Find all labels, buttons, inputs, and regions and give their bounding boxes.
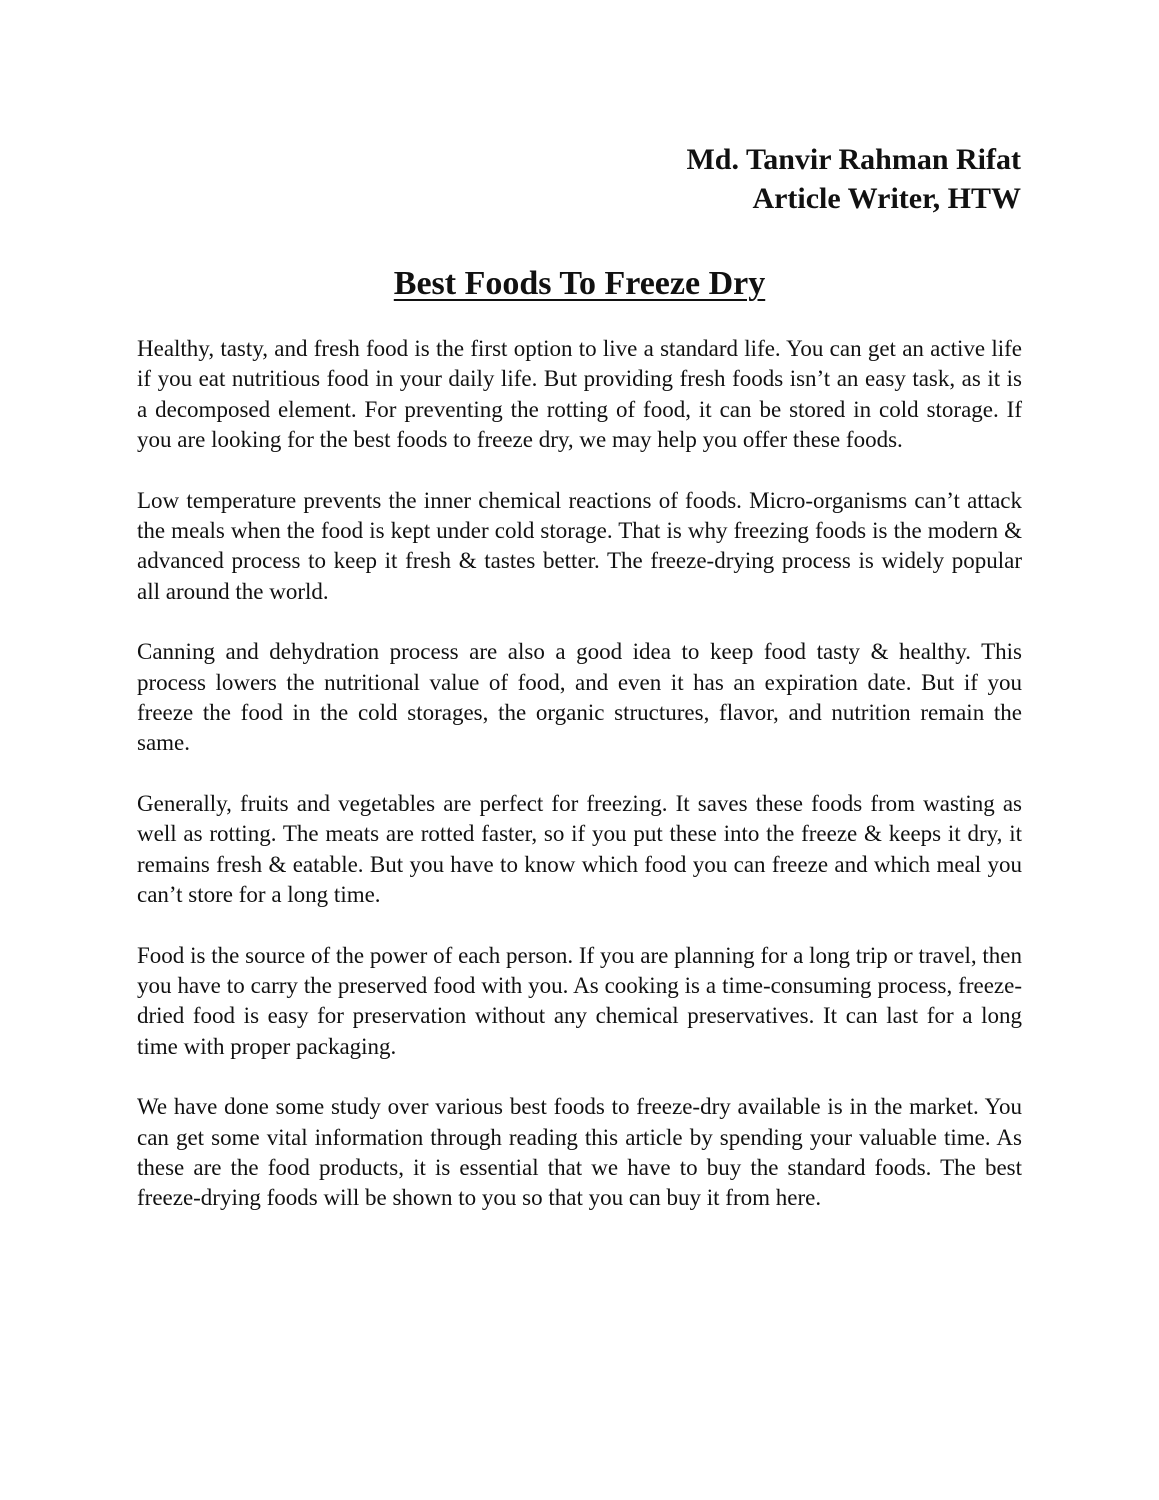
paragraph: Food is the source of the power of each person. If you are planning for a long trip or travel, then you have to carry the preserved food with you. As cooking is a time-consuming process, freeze-dried food is easy for preservation without any chemical preservatives. It can last for a long time with proper packaging.	[137, 942, 1022, 1059]
author-name: Md. Tanvir Rahman Rifat	[686, 143, 1021, 176]
author-role: Article Writer, HTW	[752, 182, 1021, 215]
paragraph: Low temperature prevents the inner chemical reactions of foods. Micro-organisms can’t attack the meals when the food is kept under cold storage. That is why freezing foods is the modern & advanced process to keep it fresh & tastes better. The freeze-drying process is widely popular all around the world.	[137, 487, 1022, 604]
paragraph: We have done some study over various best foods to freeze-dry available is in the market. You can get some vital information through reading this article by spending your valuable time. As these are the food products, it is essential that we have to buy the standard foods. The best freeze-drying foods will be shown to you so that you can buy it from here.	[137, 1094, 1022, 1211]
article-title: Best Foods To Freeze Dry	[393, 265, 766, 302]
author-block	[501, 140, 1021, 218]
paragraph: Generally, fruits and vegetables are perfect for freezing. It saves these foods from wasting as well as rotting. The meats are rotted faster, so if you put these into the freeze & keeps it dry, it remains fresh & eatable. But you have to know which food you can freeze and which meal you can’t store for a long time.	[137, 790, 1022, 908]
article-title-heading	[0, 262, 1159, 306]
paragraph: Canning and dehydration process are also a good idea to keep food tasty & healthy. This process lowers the nutritional value of food, and even it has an expiration date. But if you freeze the food in the cold storages, the organic structures, flavor, and nutrition remain the same.	[137, 639, 1022, 756]
article-body	[137, 334, 1022, 1244]
paragraph: Healthy, tasty, and fresh food is the first option to live a standard life. You can get an active life if you eat nutritious food in your daily life. But providing fresh foods isn’t an easy task, as it is a decomposed element. For preventing the rotting of food, it can be stored in cold storage. If you are looking for the best foods to freeze dry, we may help you offer these foods.	[137, 336, 1022, 453]
